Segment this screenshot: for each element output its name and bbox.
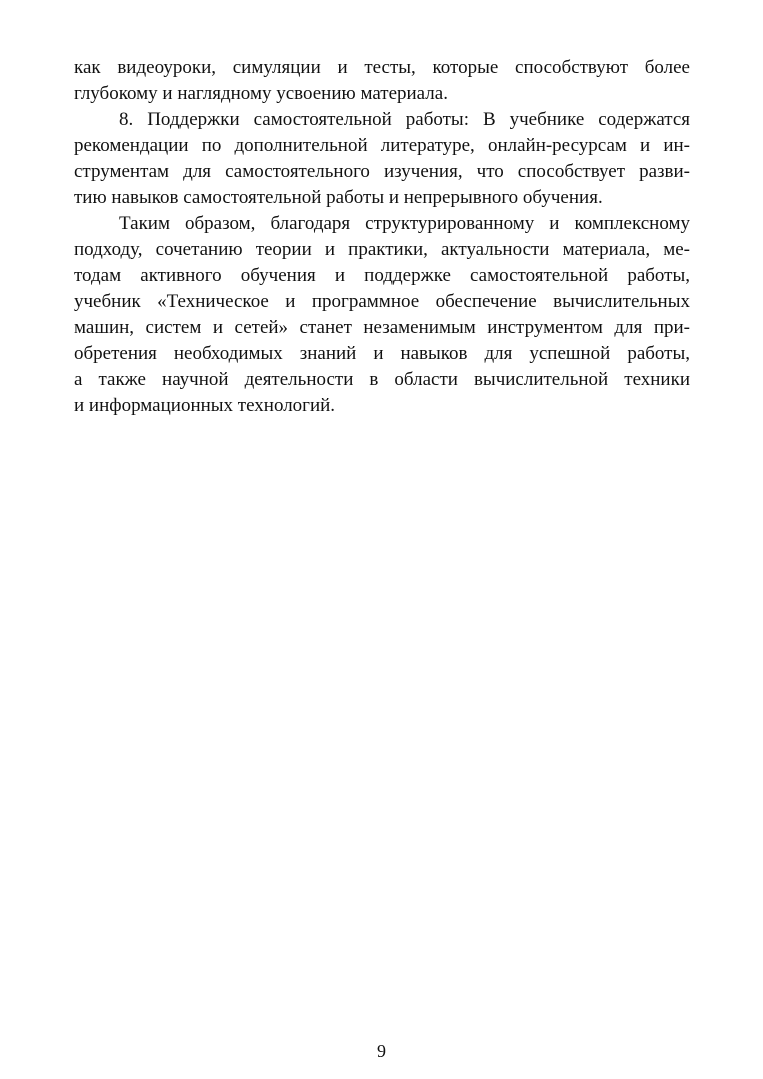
body-text bbox=[74, 55, 690, 419]
paragraph-line: Таким образом, благодаря структурированному и комплексному bbox=[119, 213, 690, 234]
page-number: 9 bbox=[377, 1041, 386, 1061]
paragraph-line: тию навыков самостоятельной работы и непрерывного обучения. bbox=[74, 187, 603, 208]
paragraph-line: учебник «Техническое и программное обеспечение вычислительных bbox=[74, 291, 690, 312]
paragraph-line: тодам активного обучения и поддержке самостоятельной работы, bbox=[74, 265, 690, 286]
paragraph-line: как видеоуроки, симуляции и тесты, которые способствуют более bbox=[74, 57, 690, 78]
paragraph-line: машин, систем и сетей» станет незаменимым инструментом для при- bbox=[74, 317, 690, 338]
paragraph-line: 8. Поддержки самостоятельной работы: В учебнике содержатся bbox=[119, 109, 690, 130]
paragraph-line: глубокому и наглядному усвоению материала. bbox=[74, 83, 448, 104]
paragraph-line: а также научной деятельности в области вычислительной техники bbox=[74, 369, 690, 390]
paragraph-line: и информационных технологий. bbox=[74, 395, 336, 416]
paragraph-line: обретения необходимых знаний и навыков для успешной работы, bbox=[74, 343, 690, 364]
paragraph-line: подходу, сочетанию теории и практики, актуальности материала, ме- bbox=[74, 239, 690, 260]
paragraph-line: рекомендации по дополнительной литературе, онлайн-ресурсам и ин- bbox=[74, 135, 690, 156]
paragraph-line: струментам для самостоятельного изучения, что способствует разви- bbox=[74, 161, 690, 182]
